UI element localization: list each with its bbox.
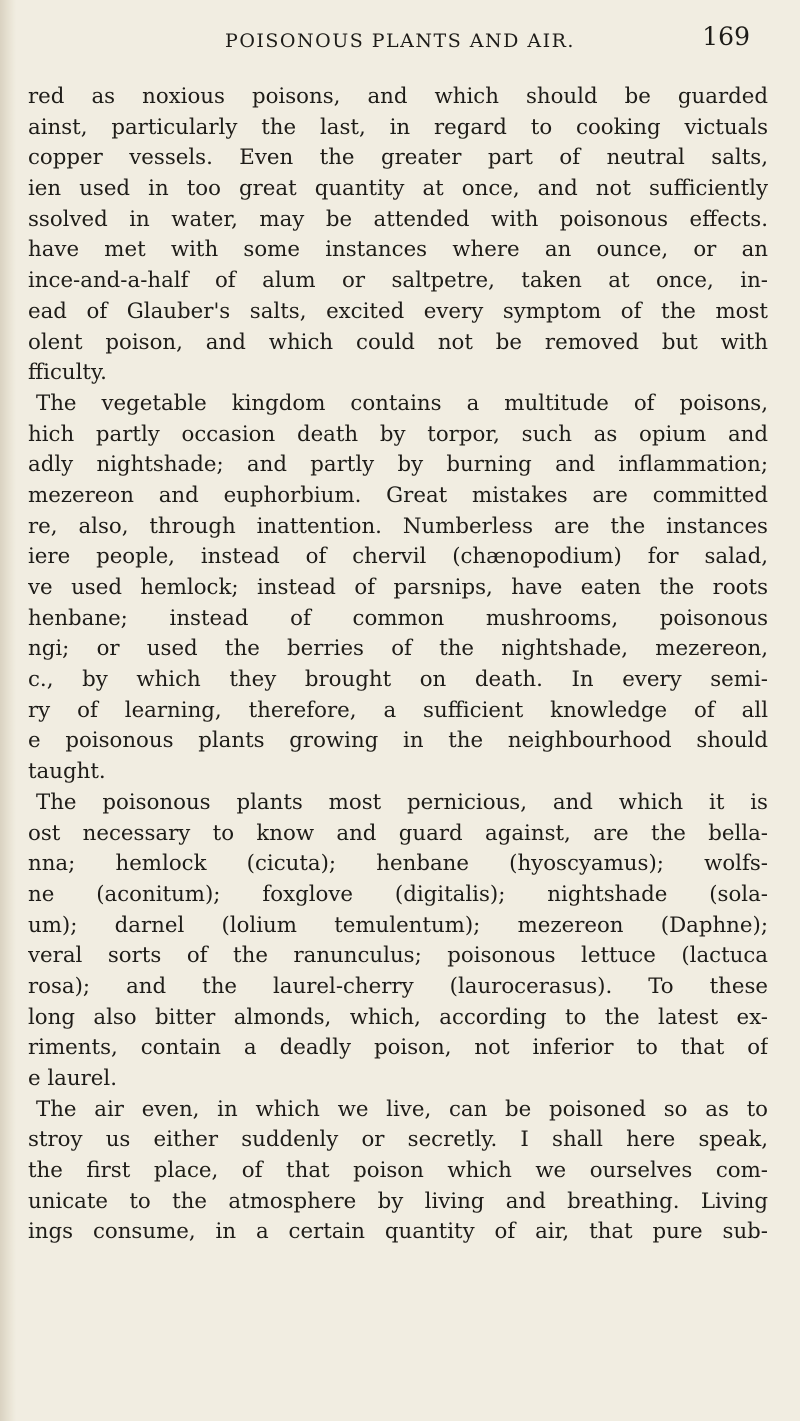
text-line: ien used in too great quantity at once, and not sufficiently: [28, 176, 768, 202]
text-line: The air even, in which we live, can be poisoned so as to: [36, 1096, 768, 1122]
text-line: ost necessary to know and guard against, are the bella-: [28, 820, 768, 846]
text-line: long also bitter almonds, which, according to the latest ex-: [28, 1004, 768, 1030]
text-line: The poisonous plants most pernicious, and which it is: [36, 789, 768, 815]
text-line: veral sorts of the ranunculus; poisonous lettuce (lactuca: [28, 943, 768, 969]
text-line: have met with some instances where an ounce, or an: [28, 237, 768, 263]
text-line: ssolved in water, may be attended with poisonous effects.: [28, 206, 768, 232]
text-line: e poisonous plants growing in the neighbourhood should: [28, 728, 768, 754]
text-line: unicate to the atmosphere by living and breathing. Living: [28, 1188, 768, 1214]
text-line: riments, contain a deadly poison, not inferior to that of: [28, 1035, 768, 1061]
text-line: fficulty.: [28, 360, 107, 386]
binding-gutter: [0, 0, 16, 1421]
text-line: taught.: [28, 759, 106, 785]
text-line: iere people, instead of chervil (chænopodium) for salad,: [28, 544, 768, 570]
text-line: the first place, of that poison which we ourselves com-: [28, 1158, 768, 1184]
page-number: 169: [702, 22, 750, 51]
text-line: um); darnel (lolium temulentum); mezereon (Daphne);: [28, 912, 768, 938]
text-line: ead of Glauber's salts, excited every symptom of the most: [28, 298, 768, 324]
text-line: c., by which they brought on death. In every semi-: [28, 667, 768, 693]
text-line: mezereon and euphorbium. Great mistakes are committed: [28, 482, 768, 508]
text-line: rosa); and the laurel-cherry (laurocerasus). To these: [28, 973, 768, 999]
text-line: ry of learning, therefore, a sufficient knowledge of all: [28, 697, 768, 723]
text-line: adly nightshade; and partly by burning and inflammation;: [28, 452, 768, 478]
text-line: ince-and-a-half of alum or saltpetre, taken at once, in-: [28, 268, 768, 294]
text-line: ne (aconitum); foxglove (digitalis); nightshade (sola-: [28, 881, 768, 907]
text-line: The vegetable kingdom contains a multitude of poisons,: [36, 390, 768, 416]
text-line: ings consume, in a certain quantity of air, that pure sub-: [28, 1219, 768, 1245]
body-text: [28, 82, 768, 1248]
text-line: red as noxious poisons, and which should be guarded: [28, 84, 768, 109]
text-line: re, also, through inattention. Numberless are the instances: [28, 513, 768, 539]
text-line: henbane; instead of common mushrooms, poisonous: [28, 605, 768, 631]
text-line: ainst, particularly the last, in regard to cooking victuals: [28, 114, 768, 140]
text-line: ve used hemlock; instead of parsnips, have eaten the roots: [28, 575, 768, 600]
text-line: olent poison, and which could not be removed but with: [28, 329, 768, 355]
text-line: ngi; or used the berries of the nightshade, mezereon,: [28, 636, 768, 662]
text-line: stroy us either suddenly or secretly. I shall here speak,: [28, 1127, 768, 1153]
text-line: hich partly occasion death by torpor, such as opium and: [28, 421, 768, 447]
text-line: copper vessels. Even the greater part of neutral salts,: [28, 145, 768, 171]
running-title: POISONOUS PLANTS AND AIR.: [225, 30, 575, 52]
text-line: e laurel.: [28, 1066, 117, 1091]
text-line: nna; hemlock (cicuta); henbane (hyoscyamus); wolfs-: [28, 851, 768, 877]
